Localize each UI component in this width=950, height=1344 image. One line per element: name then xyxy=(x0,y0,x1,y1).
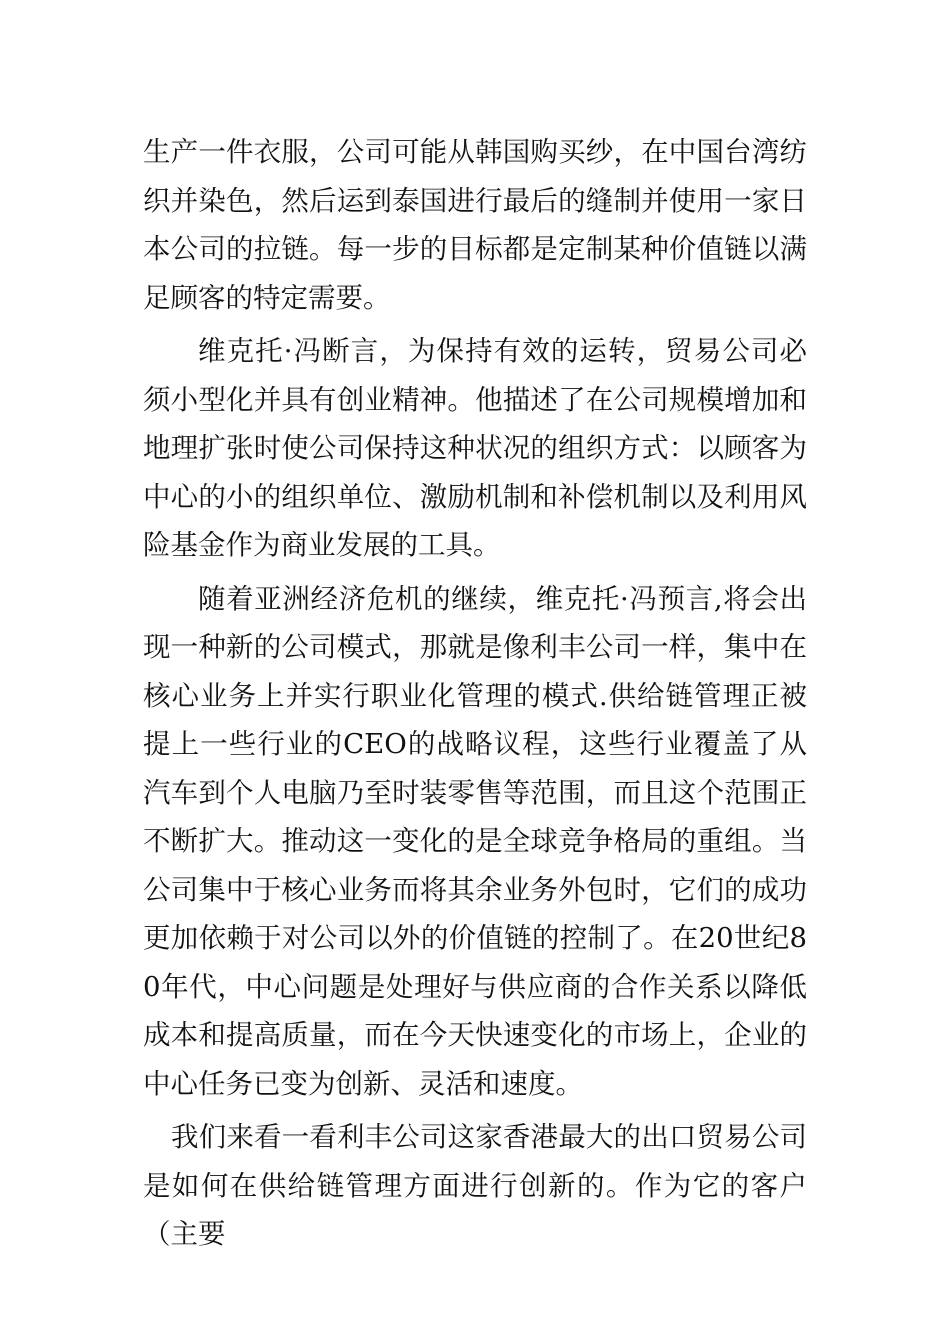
paragraph-3: 随着亚洲经济危机的继续，维克托·冯预言,将会出现一种新的公司模式，那就是像利丰公司一样，集中在核心业务上并实行职业化管理的模式.供给链管理正被提上一些行业的CEO的战略议程，这些行业覆盖了从汽车到个人电脑乃至时装零售等范围，而且这个范围正不断扩大。推动这一变化的是全球竞争格局的重组。当公司集中于核心业务而将其余业务外包时，它们的成功更加依赖于对公司以外的价值链的控制了。在20世纪80年代，中心问题是处理好与供应商的合作关系以降低成本和提高质量，而在今天快速变化的市场上，企业的中心任务已变为创新、灵活和速度。 xyxy=(143,582,807,1100)
paragraph-2: 维克托·冯断言，为保持有效的运转，贸易公司必须小型化并具有创业精神。他描述了在公司规模增加和地理扩张时使公司保持这种状况的组织方式：以顾客为中心的小的组织单位、激励机制和补偿机制以及利用风险基金作为商业发展的工具。 xyxy=(143,335,807,561)
paragraph-1: 生产一件衣服，公司可能从韩国购买纱，在中国台湾纺织并染色，然后运到泰国进行最后的缝制并使用一家日本公司的拉链。每一步的目标都是定制某种价值链以满足顾客的特定需要。 xyxy=(143,136,807,314)
paragraph-4: 我们来看一看利丰公司这家香港最大的出口贸易公司是如何在供给链管理方面进行创新的。作为它的客户（主要 xyxy=(143,1121,807,1250)
body-text xyxy=(143,128,807,1264)
